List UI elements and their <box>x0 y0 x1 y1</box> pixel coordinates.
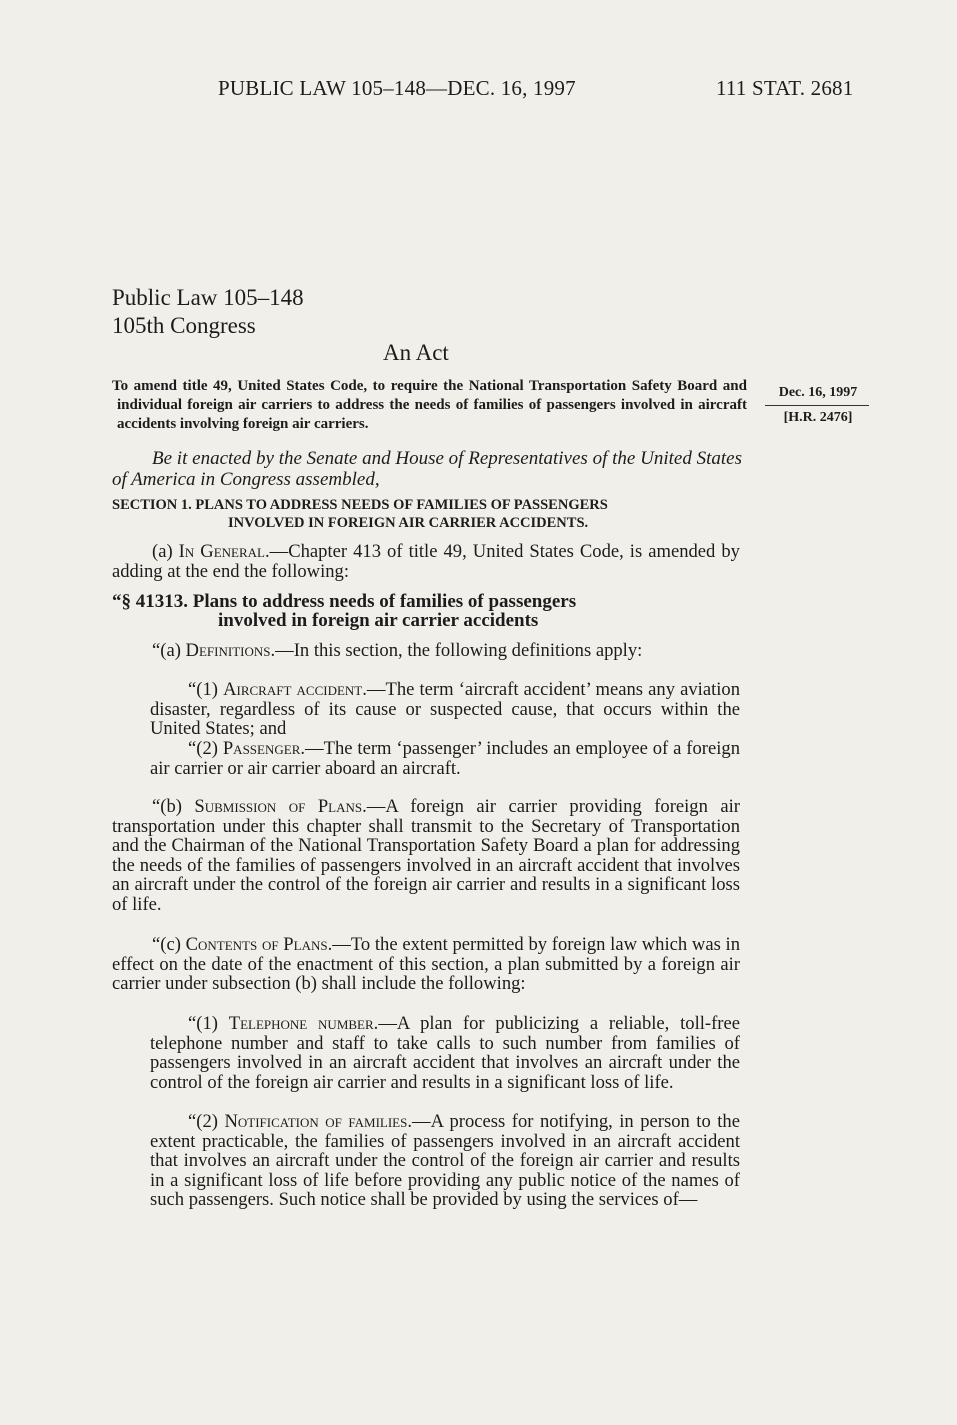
paragraph-heading: Passenger <box>222 738 301 759</box>
enacting-clause: Be it enacted by the Senate and House of Representatives of the United States of America in Congress assembled, <box>112 448 742 490</box>
paragraph-a-definitions <box>112 641 740 661</box>
section-1-heading <box>112 496 744 532</box>
paragraph-text: .—A foreign air carrier providing foreign air transportation under this chapter shall transmit to the Secretary of Transportation and the Chairman of the National Transportation Safety Board a plan for addressing the needs of the families of passengers involved in an aircraft accident that involves an aircraft under the control of the foreign air carrier and results in a significant loss of life. <box>112 796 740 915</box>
paragraph-text: .—A plan for publicizing a reliable, toll-free telephone number and staff to take calls to such number from families of passengers involved in an aircraft accident that involves an aircraft under the control of the foreign air carrier and results in a significant loss of life. <box>150 1013 740 1093</box>
paragraph-text: .—The term ‘passenger’ includes an employee of a foreign air carrier or air carrier aboard an aircraft. <box>150 738 740 779</box>
paragraph-heading: Submission of Plans <box>194 796 363 817</box>
paragraph-label: “(1) <box>188 1013 229 1034</box>
paragraph-text: .—A process for notifying, in person to the extent practicable, the families of passengers involved in an aircraft accident that involves an aircraft under the control of the foreign air carrier and results in a significant loss of life before providing any public notice of the names of such passengers. Such notice shall be provided by using the services of— <box>150 1111 740 1211</box>
section-1-heading-line1: SECTION 1. PLANS TO ADDRESS NEEDS OF FAMILIES OF PASSENGERS <box>112 497 608 513</box>
section-1-heading-line2: INVOLVED IN FOREIGN AIR CARRIER ACCIDENTS. <box>228 515 589 531</box>
paragraph-label: “(b) <box>152 796 195 817</box>
paragraph-heading: Aircraft accident <box>223 679 363 700</box>
running-header-right: 111 STAT. 2681 <box>716 76 854 100</box>
paragraph-heading: Definitions <box>185 640 271 661</box>
paragraph-heading: Telephone number <box>228 1013 374 1034</box>
running-header-left: PUBLIC LAW 105–148—DEC. 16, 1997 <box>218 76 576 100</box>
paragraph-heading: Notification of families <box>224 1111 408 1132</box>
paragraph-text: .—In this section, the following definitions apply: <box>270 640 643 661</box>
paragraph-c1-telephone-number <box>150 1014 740 1092</box>
law-number: Public Law 105–148 <box>112 285 304 310</box>
margin-rule <box>765 405 869 406</box>
paragraph-heading: Contents of Plans <box>185 934 328 955</box>
paragraph-a2-passenger <box>150 739 740 778</box>
paragraph-text: .—To the extent permitted by foreign law which was in effect on the date of the enactment of this section, a plan submitted by a foreign air carrier under subsection (b) shall include the following: <box>112 934 740 995</box>
paragraph-label: “(2) <box>188 738 223 759</box>
paragraph-c-contents-of-plans <box>112 935 740 994</box>
subsection-heading: In General <box>178 541 265 562</box>
margin-date: Dec. 16, 1997 <box>778 385 858 400</box>
paragraph-label: “(a) <box>152 640 186 661</box>
congress-number: 105th Congress <box>112 313 256 338</box>
subsection-text: .—Chapter 413 of title 49, United States Code, is amended by adding at the end the following: <box>112 541 740 582</box>
paragraph-label: “(1) <box>188 679 224 700</box>
margin-bill-number: [H.R. 2476] <box>783 410 853 425</box>
section-41313-heading <box>112 592 744 630</box>
paragraph-b-submission-of-plans <box>112 797 740 915</box>
paragraph-text: .—The term ‘aircraft accident’ means any aviation disaster, regardless of its cause or suspected cause, that occurs within the United States; and <box>150 679 740 740</box>
section-41313-heading-line2: involved in foreign air carrier accidents <box>218 610 539 631</box>
section-41313-heading-line1: “§ 41313. Plans to address needs of families of passengers <box>112 591 577 612</box>
paragraph-label: “(c) <box>152 934 186 955</box>
purpose-statement: To amend title 49, United States Code, to require the National Transportation Safety Board and individual foreign air carriers to address the needs of families of passengers involved in aircraft accidents involving foreign air carriers. <box>112 378 747 432</box>
paragraph-a1-aircraft-accident <box>150 680 740 739</box>
paragraph-c2-notification-of-families <box>150 1112 740 1210</box>
paragraph-label: “(2) <box>188 1111 225 1132</box>
subsection-label: (a) <box>152 541 179 562</box>
act-heading: An Act <box>383 340 449 365</box>
subsection-a-in-general <box>112 542 740 581</box>
